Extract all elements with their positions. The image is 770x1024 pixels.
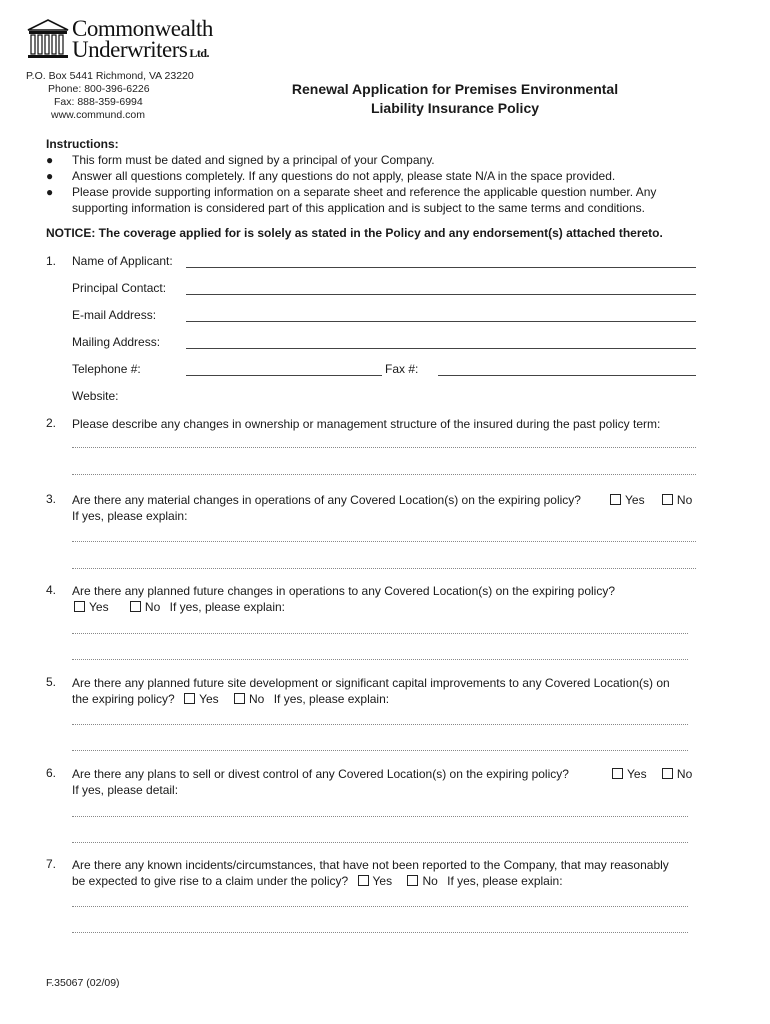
answer-line[interactable] xyxy=(72,750,688,751)
question-7-prompt-line2: be expected to give rise to a claim under the policy? xyxy=(72,874,349,888)
principal-contact-field[interactable] xyxy=(186,294,696,295)
q5-no-option[interactable] xyxy=(234,691,264,707)
q6-yes-label: Yes xyxy=(627,767,647,781)
question-4-text xyxy=(72,583,700,615)
question-number: 4. xyxy=(46,583,57,597)
q7-yes-label: Yes xyxy=(372,874,393,888)
checkbox-icon[interactable] xyxy=(610,494,621,505)
q3-yes-option[interactable] xyxy=(610,492,645,508)
answer-line[interactable] xyxy=(72,541,696,542)
question-4-options xyxy=(72,599,700,615)
email-label: E-mail Address: xyxy=(72,308,157,322)
form-title xyxy=(210,80,700,118)
logo-company-line2 xyxy=(72,37,209,63)
bullet-icon: ● xyxy=(46,185,54,199)
q4-no-option[interactable] xyxy=(130,599,160,615)
notice-text: NOTICE: The coverage applied for is solely as stated in the Policy and any endorsement(s) attached thereto. xyxy=(46,226,663,240)
logo-company-line1: Commonwealth xyxy=(72,16,213,41)
instruction-item xyxy=(46,152,706,168)
company-logo xyxy=(26,16,216,121)
bullet-icon: ● xyxy=(46,153,54,167)
q5-no-label: No xyxy=(249,692,265,706)
instruction-item xyxy=(46,168,706,184)
question-5-line2 xyxy=(72,691,700,707)
q4-no-label: No xyxy=(144,600,161,614)
bullet-icon: ● xyxy=(46,169,54,183)
form-title-line1: Renewal Application for Premises Environmental xyxy=(291,81,619,97)
answer-line[interactable] xyxy=(72,568,696,569)
question-3-options xyxy=(610,492,692,508)
instruction-item xyxy=(46,184,706,216)
telephone-field[interactable] xyxy=(186,375,382,376)
instruction-text: Please provide supporting information on a separate sheet and reference the applicable question number. Any supporting information is considered part of this application and is subject to the same terms and conditions. xyxy=(72,185,657,215)
checkbox-icon[interactable] xyxy=(662,494,673,505)
answer-line[interactable] xyxy=(72,633,688,634)
company-website: www.commund.com xyxy=(51,109,145,121)
question-6-prompt: Are there any plans to sell or divest control of any Covered Location(s) on the expiring policy? xyxy=(72,767,569,781)
answer-line[interactable] xyxy=(72,906,688,907)
form-number: F.35067 (02/09) xyxy=(46,977,120,989)
checkbox-icon[interactable] xyxy=(184,693,195,704)
applicant-name-label: Name of Applicant: xyxy=(72,254,173,268)
q5-yes-option[interactable] xyxy=(184,691,219,707)
question-number: 7. xyxy=(46,857,57,871)
form-title-line2: Liability Insurance Policy xyxy=(370,100,540,116)
question-7-prompt-line1: Are there any known incidents/circumstances, that have not been reported to the Company, that may reasonably xyxy=(72,858,669,872)
question-5-text xyxy=(72,675,700,707)
logo-company-name: Underwriters xyxy=(72,37,188,62)
mailing-address-field[interactable] xyxy=(186,348,696,349)
answer-line[interactable] xyxy=(72,932,688,933)
question-6-options xyxy=(612,766,692,782)
mailing-address-label: Mailing Address: xyxy=(72,335,161,349)
q5-yes-label: Yes xyxy=(199,692,219,706)
company-address: P.O. Box 5441 Richmond, VA 23220 xyxy=(26,70,194,82)
question-number: 6. xyxy=(46,766,57,780)
question-4-prompt: Are there any planned future changes in operations to any Covered Location(s) on the expiring policy? xyxy=(72,584,616,598)
answer-line[interactable] xyxy=(72,842,688,843)
instruction-text: This form must be dated and signed by a principal of your Company. xyxy=(72,153,435,167)
answer-line[interactable] xyxy=(72,474,696,475)
question-number: 1. xyxy=(46,254,57,268)
principal-contact-label: Principal Contact: xyxy=(72,281,167,295)
question-3-prompt: Are there any material changes in operations of any Covered Location(s) on the expiring policy? xyxy=(72,493,581,507)
instructions-heading: Instructions: xyxy=(46,137,119,151)
email-field[interactable] xyxy=(186,321,696,322)
answer-line[interactable] xyxy=(72,447,696,448)
q4-yes-label: Yes xyxy=(89,600,109,614)
answer-line[interactable] xyxy=(72,659,688,660)
q3-no-label: No xyxy=(676,493,693,507)
question-6-text xyxy=(72,766,700,798)
building-columns-icon xyxy=(26,18,70,60)
question-3-followup: If yes, please explain: xyxy=(72,509,188,523)
fax-field[interactable] xyxy=(438,375,696,376)
question-2-text: Please describe any changes in ownership or management structure of the insured during the past policy term: xyxy=(72,417,661,431)
instructions-section xyxy=(46,137,706,216)
answer-line[interactable] xyxy=(72,816,688,817)
q3-no-option[interactable] xyxy=(662,492,692,508)
company-phone: Phone: 800-396-6226 xyxy=(48,83,150,95)
q7-yes-option[interactable] xyxy=(358,873,393,889)
company-fax: Fax: 888-359-6994 xyxy=(54,96,143,108)
checkbox-icon[interactable] xyxy=(662,768,673,779)
q6-no-label: No xyxy=(676,767,693,781)
question-number: 3. xyxy=(46,492,57,506)
instruction-text: Answer all questions completely. If any questions do not apply, please state N/A in the space provided. xyxy=(72,169,616,183)
applicant-name-field[interactable] xyxy=(186,267,696,268)
q6-yes-option[interactable] xyxy=(612,766,647,782)
question-7-text xyxy=(72,857,700,889)
answer-line[interactable] xyxy=(72,724,688,725)
telephone-label: Telephone #: xyxy=(72,362,141,376)
q7-no-label: No xyxy=(422,874,438,888)
fax-label: Fax #: xyxy=(385,362,419,376)
question-7-line2 xyxy=(72,873,700,889)
checkbox-icon[interactable] xyxy=(234,693,245,704)
checkbox-icon[interactable] xyxy=(358,875,369,886)
question-number: 2. xyxy=(46,416,57,430)
website-label: Website: xyxy=(72,389,119,403)
question-number: 5. xyxy=(46,675,57,689)
q7-no-option[interactable] xyxy=(407,873,437,889)
logo-company-suffix: Ltd. xyxy=(189,46,210,60)
question-6-followup: If yes, please detail: xyxy=(72,783,179,797)
checkbox-icon[interactable] xyxy=(612,768,623,779)
question-5-prompt-line1: Are there any planned future site development or significant capital improvements to any Covered Location(s) on xyxy=(72,676,670,690)
question-5-prompt-line2: the expiring policy? xyxy=(72,692,175,706)
checkbox-icon[interactable] xyxy=(407,875,418,886)
question-4-followup: If yes, please explain: xyxy=(169,600,286,614)
checkbox-icon[interactable] xyxy=(130,601,141,612)
checkbox-icon[interactable] xyxy=(74,601,85,612)
question-3-text xyxy=(72,492,700,524)
question-5-followup: If yes, please explain: xyxy=(273,692,390,706)
q4-yes-option[interactable] xyxy=(74,599,109,615)
q3-yes-label: Yes xyxy=(625,493,645,507)
q6-no-option[interactable] xyxy=(662,766,692,782)
question-7-followup: If yes, please explain: xyxy=(447,874,563,888)
